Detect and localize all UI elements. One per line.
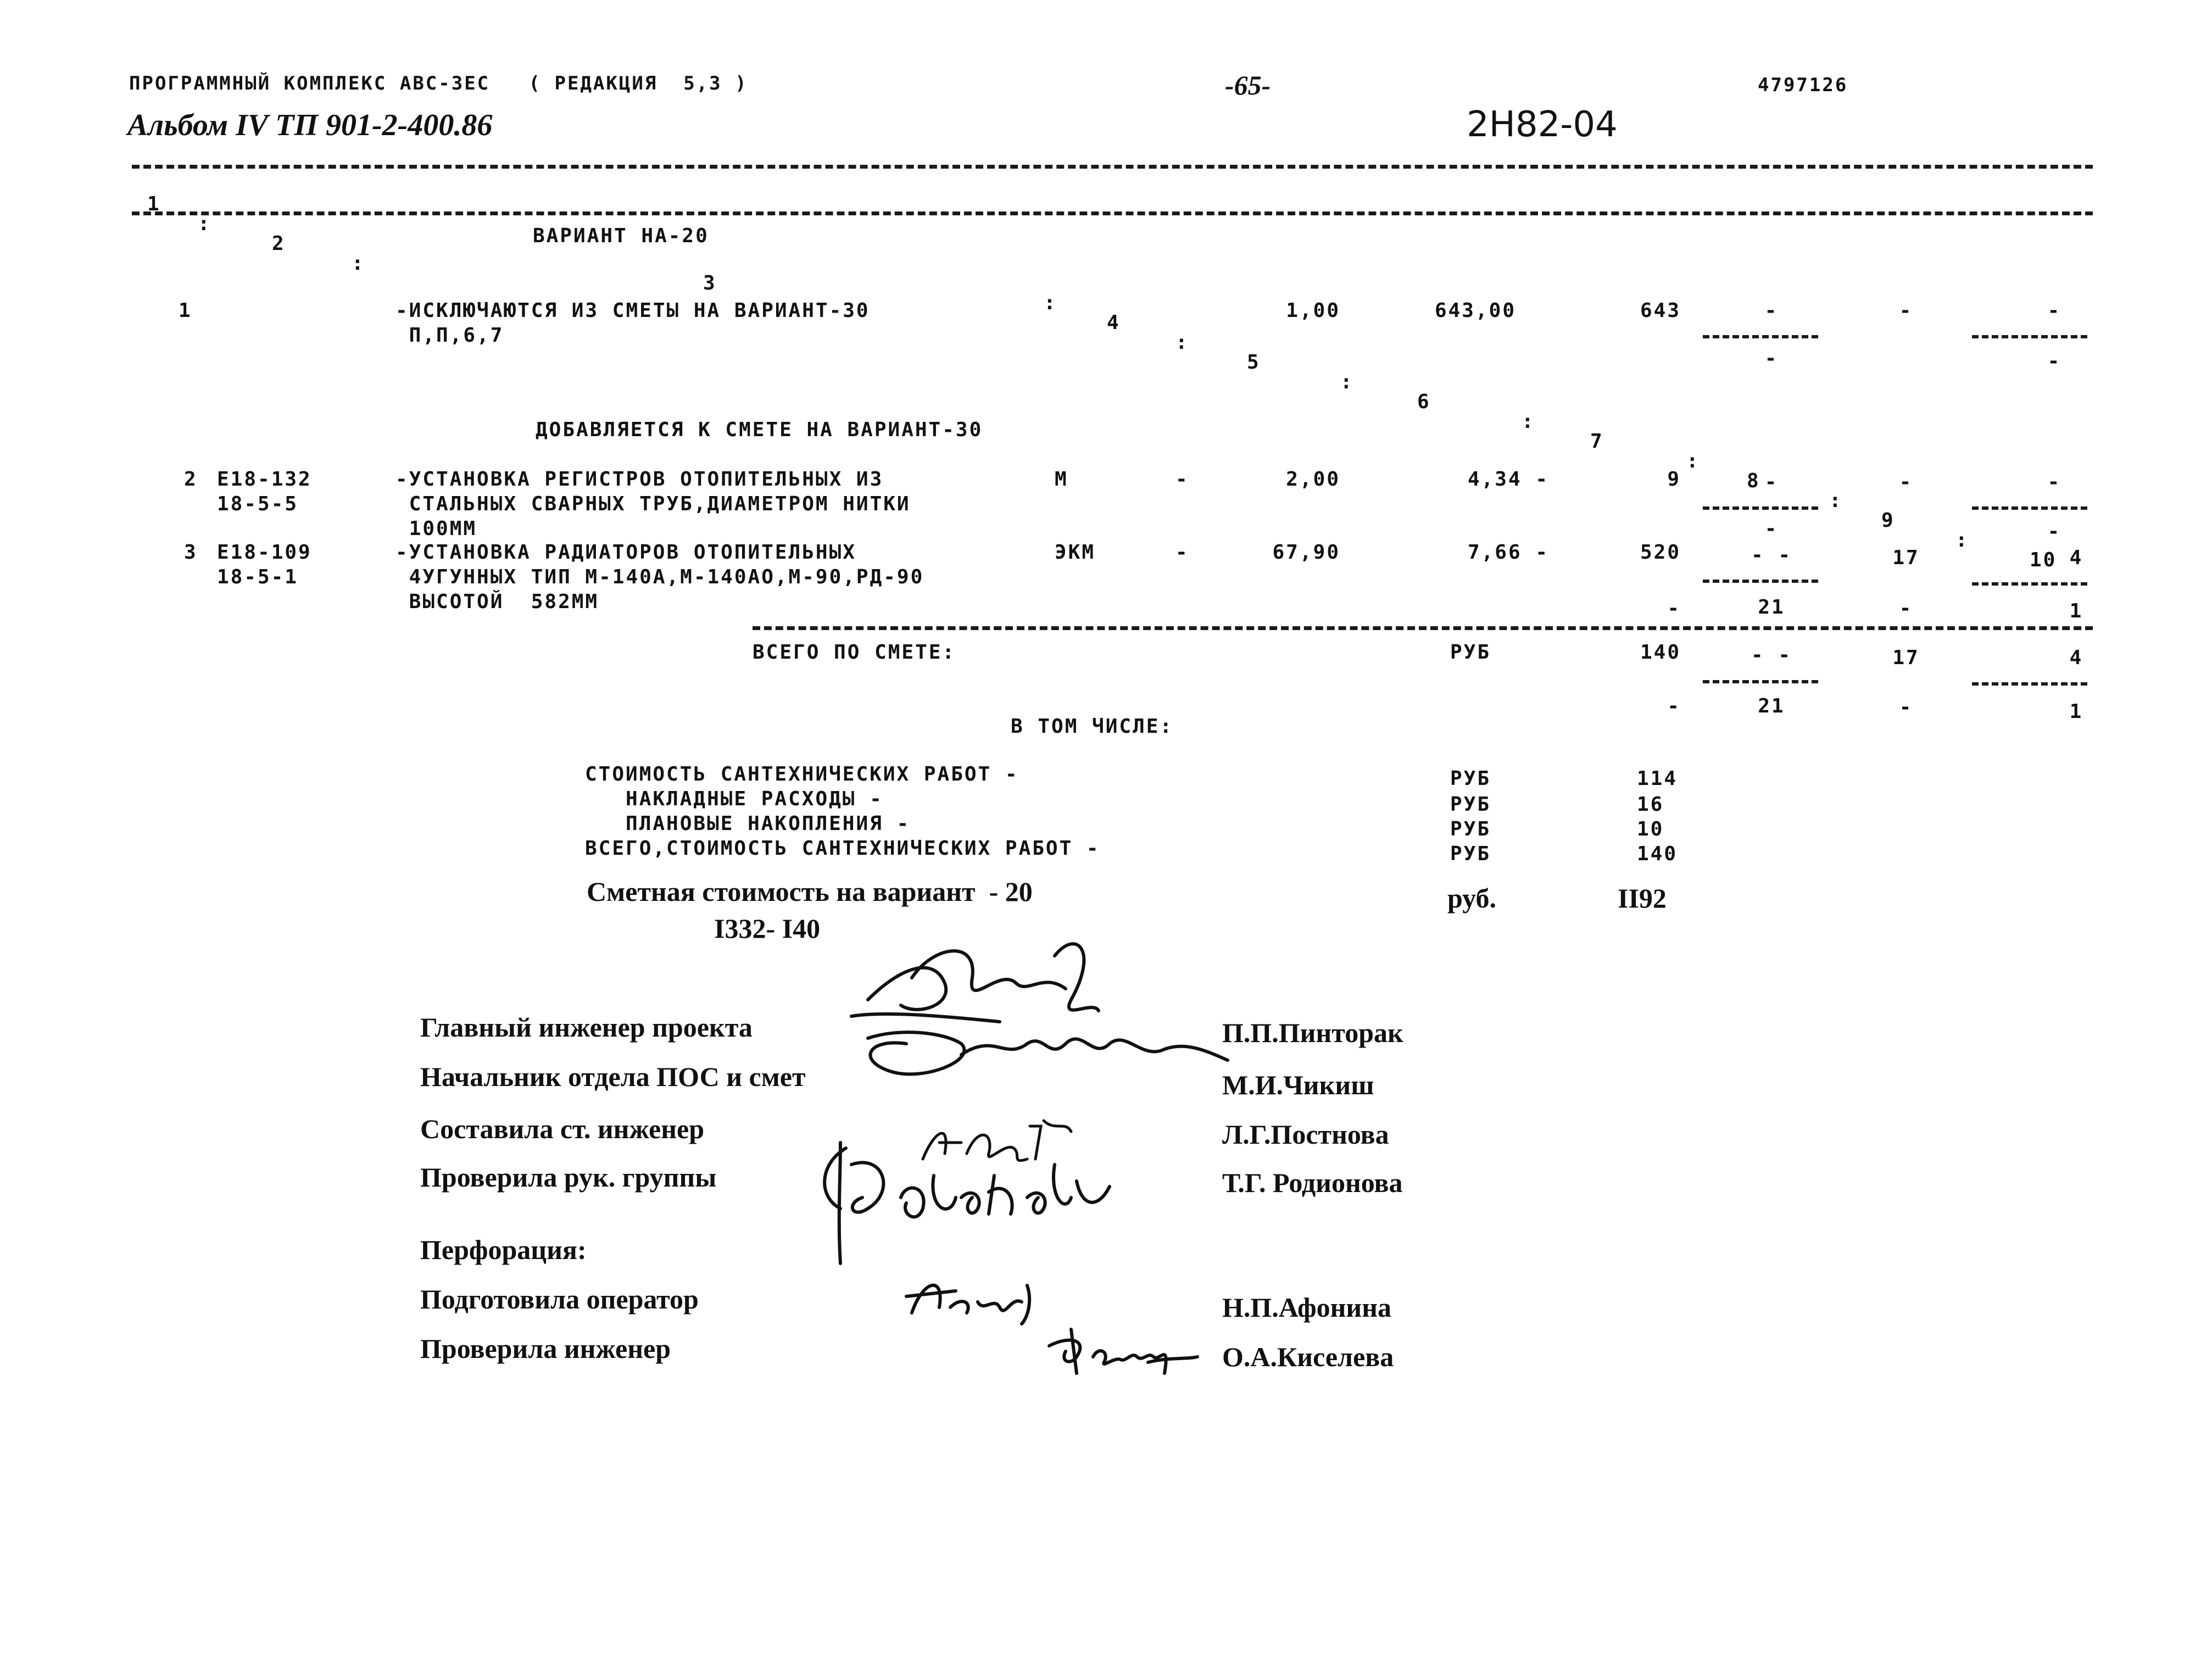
row-col8-lower: - bbox=[1764, 517, 1779, 540]
row-description: СТАЛЬНЫХ СВАРНЫХ ТРУБ,ДИАМЕТРОМ НИТКИ bbox=[395, 493, 911, 515]
col-3: 3 bbox=[703, 272, 717, 294]
signature-group-lead bbox=[807, 1132, 1115, 1269]
signature-name: П.П.Пинторак bbox=[1222, 1017, 1403, 1048]
row-total: 643 bbox=[1640, 299, 1681, 322]
row-description: -УСТАНОВКА РАДИАТОРОВ ОТОПИТЕЛЬНЫХ bbox=[395, 541, 856, 564]
row-quantity: 67,90 bbox=[1272, 541, 1340, 564]
totals-unit: РУБ bbox=[1450, 641, 1491, 664]
estimate-cost-label: Сметная стоимость на вариант - 20 bbox=[587, 876, 1033, 907]
album-reference: Альбом IV ТП 901-2-400.86 bbox=[127, 108, 493, 142]
row-description: П,П,6,7 bbox=[395, 324, 504, 347]
breakdown-value: 140 bbox=[1637, 843, 1678, 865]
col-sep: : bbox=[1175, 331, 1189, 354]
row-code-secondary: 18-5-5 bbox=[217, 493, 299, 515]
row-price: 4,34 - bbox=[1467, 468, 1549, 491]
col-sep: : bbox=[1522, 410, 1535, 433]
totals-col8: - - bbox=[1751, 644, 1792, 666]
section-title: ВАРИАНТ НА-20 bbox=[533, 225, 709, 247]
row-separator: - bbox=[1175, 541, 1189, 564]
breakdown-unit: РУБ bbox=[1450, 818, 1491, 840]
col-9: 9 bbox=[1881, 509, 1895, 532]
col-5: 5 bbox=[1247, 351, 1261, 374]
col-sep: : bbox=[198, 213, 211, 235]
row-col9: - bbox=[1899, 471, 1913, 493]
row-code: Е18-132 bbox=[217, 468, 312, 491]
row-price: 643,00 bbox=[1434, 299, 1516, 322]
col-sep: : bbox=[1955, 529, 1969, 552]
totals-label: ВСЕГО ПО СМЕТЕ: bbox=[753, 641, 956, 664]
row-col7-lower: - bbox=[1667, 597, 1681, 620]
row-col9-lower: - bbox=[1899, 597, 1913, 620]
signature-name: М.И.Чикиш bbox=[1222, 1070, 1374, 1100]
table-top-rule bbox=[132, 165, 2093, 169]
row-col10-lower: 1 bbox=[2069, 600, 2083, 622]
signature-role: Проверила инженер bbox=[420, 1333, 671, 1364]
page-number: -65- bbox=[1225, 70, 1271, 101]
row-col10: 4 bbox=[2069, 547, 2083, 569]
row-description: -УСТАНОВКА РЕГИСТРОВ ОТОПИТЕЛЬНЫХ ИЗ bbox=[395, 468, 884, 491]
row-total: 520 bbox=[1640, 541, 1681, 564]
row-description: -ИСКЛЮЧАЮТСЯ ИЗ СМЕТЫ НА ВАРИАНТ-30 bbox=[395, 299, 870, 322]
breakdown-unit: РУБ bbox=[1450, 843, 1491, 865]
col-sep: : bbox=[1829, 489, 1843, 512]
row-col8: - bbox=[1764, 471, 1779, 493]
breakdown-label: ВСЕГО,СТОИМОСТЬ САНТЕХНИЧЕСКИХ РАБОТ - bbox=[585, 837, 1100, 860]
row-col10-rule bbox=[1972, 506, 2087, 510]
including-label: В ТОМ ЧИСЛЕ: bbox=[1011, 715, 1174, 738]
row-code: Е18-109 bbox=[217, 541, 312, 564]
breakdown-label: НАКЛАДНЫЕ РАСХОДЫ - bbox=[585, 788, 883, 810]
row-col8-lower: - bbox=[1764, 347, 1779, 370]
signature-role: Проверила рук. группы bbox=[420, 1162, 717, 1193]
row-col9: 17 bbox=[1892, 547, 1920, 569]
row-quantity: 2,00 bbox=[1286, 468, 1340, 491]
row-col8: - bbox=[1764, 299, 1779, 322]
signature-chief-engineer bbox=[835, 934, 1230, 1104]
program-header: ПРОГРАММНЫЙ КОМПЛЕКС АВС-3ЕС ( РЕДАКЦИЯ 5,3 ) bbox=[129, 73, 748, 94]
row-col8-rule bbox=[1703, 506, 1818, 510]
col-1: 1 bbox=[147, 193, 161, 215]
col-sep: : bbox=[1044, 292, 1057, 314]
row-col10-rule bbox=[1972, 335, 2087, 338]
totals-col8-rule bbox=[1703, 680, 1818, 683]
row-number: 2 bbox=[184, 468, 198, 491]
col-10: 10 bbox=[2030, 549, 2057, 571]
col-7: 7 bbox=[1590, 430, 1604, 453]
section-title: ДОБАВЛЯЕТСЯ К СМЕТЕ НА ВАРИАНТ-30 bbox=[536, 419, 983, 441]
signature-role: Главный инженер проекта bbox=[420, 1012, 753, 1043]
signature-name: Н.П.Афонина bbox=[1222, 1292, 1392, 1323]
row-unit: М bbox=[1055, 468, 1068, 491]
signature-role: Составила ст. инженер bbox=[420, 1113, 705, 1144]
col-8: 8 bbox=[1747, 470, 1760, 492]
document-code: 4797126 bbox=[1758, 74, 1848, 96]
col-6: 6 bbox=[1417, 391, 1431, 413]
breakdown-value: 10 bbox=[1637, 818, 1664, 840]
row-col10-rule bbox=[1972, 582, 2087, 586]
row-description: ВЫСОТОЙ 582ММ bbox=[395, 591, 599, 613]
row-col10: - bbox=[2047, 471, 2061, 493]
row-unit: ЭКМ bbox=[1055, 541, 1096, 564]
estimate-number: 2Н82-04 bbox=[1467, 104, 1618, 145]
col-4: 4 bbox=[1107, 311, 1121, 334]
row-col10-lower: - bbox=[2047, 350, 2061, 372]
row-quantity: 1,00 bbox=[1286, 299, 1340, 322]
row-col10-lower: - bbox=[2047, 520, 2061, 543]
row-price: 7,66 - bbox=[1467, 541, 1549, 564]
row-description: 4УГУННЫХ ТИП М-140А,М-140АО,М-90,РД-90 bbox=[395, 566, 924, 588]
col-sep: : bbox=[1340, 371, 1354, 393]
row-col8-lower: 21 bbox=[1758, 596, 1785, 619]
signature-name: Л.Г.Постнова bbox=[1222, 1119, 1389, 1150]
totals-col10: 4 bbox=[2069, 647, 2083, 669]
row-col8: - - bbox=[1751, 544, 1792, 566]
totals-col8-lower: 21 bbox=[1758, 695, 1785, 717]
signature-engineer bbox=[1038, 1313, 1203, 1384]
totals-rule bbox=[753, 626, 2093, 630]
row-col8-rule bbox=[1703, 335, 1818, 338]
table-header-rule bbox=[132, 211, 2093, 215]
signature-name: О.А.Киселева bbox=[1222, 1341, 1394, 1372]
col-2: 2 bbox=[272, 232, 286, 255]
signature-operator bbox=[901, 1263, 1044, 1329]
totals-col9-lower: - bbox=[1899, 696, 1913, 719]
signature-name: Т.Г. Родионова bbox=[1222, 1167, 1403, 1198]
perforation-title: Перфорация: bbox=[420, 1234, 587, 1265]
totals-col10-lower: 1 bbox=[2069, 700, 2083, 723]
breakdown-value: 16 bbox=[1637, 793, 1664, 816]
row-code-secondary: 18-5-1 bbox=[217, 566, 299, 588]
totals-col9: 17 bbox=[1892, 647, 1920, 669]
totals-col10-rule bbox=[1972, 682, 2087, 686]
signature-role: Подготовила оператор bbox=[420, 1284, 699, 1315]
breakdown-value: 114 bbox=[1637, 767, 1678, 790]
estimate-cost-value: II92 bbox=[1618, 883, 1667, 914]
breakdown-unit: РУБ bbox=[1450, 793, 1491, 816]
row-col10: - bbox=[2047, 299, 2061, 322]
row-col9: - bbox=[1899, 299, 1913, 322]
totals-value: 140 bbox=[1640, 641, 1681, 664]
breakdown-label: ПЛАНОВЫЕ НАКОПЛЕНИЯ - bbox=[585, 812, 911, 835]
row-number: 3 bbox=[184, 541, 198, 564]
row-description: 100ММ bbox=[395, 517, 477, 540]
row-col8-rule bbox=[1703, 580, 1818, 583]
estimate-cost-calc: I332- I40 bbox=[714, 913, 821, 944]
col-sep: : bbox=[352, 252, 365, 275]
signature-role: Начальник отдела ПОС и смет bbox=[420, 1061, 806, 1092]
breakdown-label: СТОИМОСТЬ САНТЕХНИЧЕСКИХ РАБОТ - bbox=[585, 763, 1019, 786]
totals-col7-lower: - bbox=[1667, 695, 1681, 717]
row-number: 1 bbox=[179, 299, 192, 322]
col-sep: : bbox=[1686, 450, 1700, 472]
breakdown-unit: РУБ bbox=[1450, 767, 1491, 790]
row-total: 9 bbox=[1667, 468, 1681, 491]
row-separator: - bbox=[1175, 468, 1189, 491]
estimate-cost-unit: руб. bbox=[1447, 883, 1496, 914]
